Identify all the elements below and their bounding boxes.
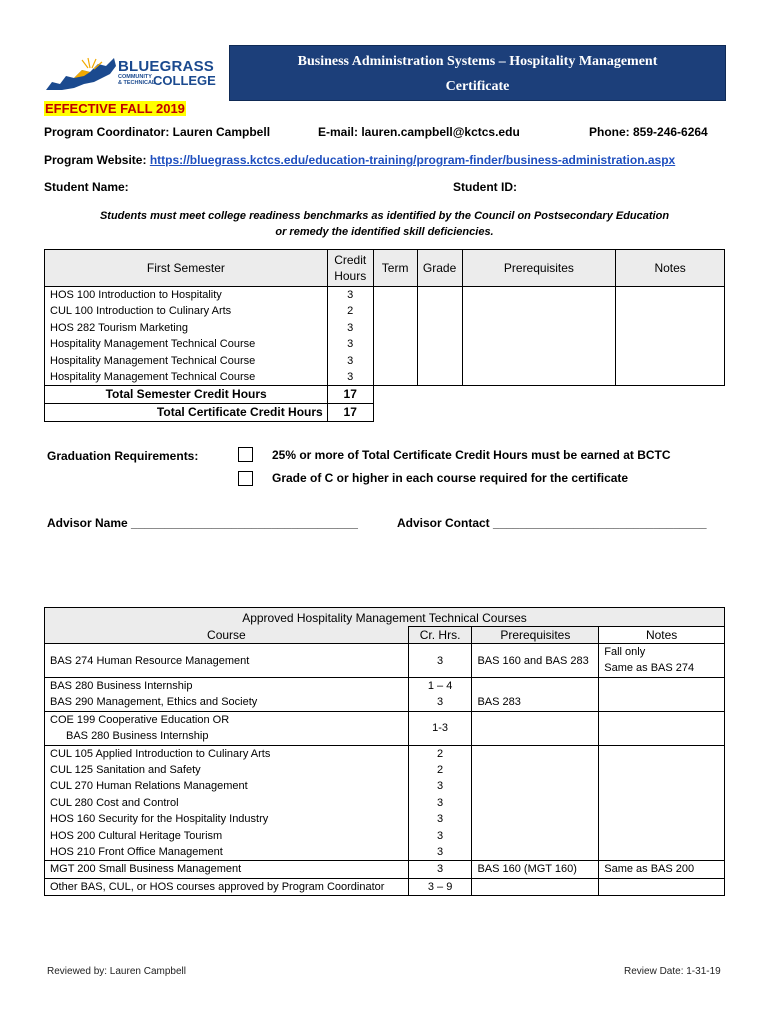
college-logo: [44, 54, 216, 94]
notes-cell: [599, 745, 725, 861]
table-row: [45, 678, 725, 712]
coordinator-phone: Phone: 859-246-6264: [589, 125, 708, 139]
term-cell[interactable]: [373, 287, 417, 386]
list-item: Hospitality Management Technical Course: [50, 370, 256, 383]
hrs-cell: 1 – 4 3: [408, 678, 472, 712]
course-cell: BAS 274 Human Resource Management: [45, 644, 409, 678]
prereq-header: Prerequisites: [472, 627, 599, 644]
list-item: CUL 100 Introduction to Culinary Arts: [50, 305, 232, 318]
table-row: [45, 711, 725, 745]
hrs-cell: 3: [408, 861, 472, 878]
student-id-label: Student ID:: [453, 180, 517, 194]
table-row: [45, 644, 725, 678]
hrs-list-cell: 2 2 3 3 3 3 3: [408, 745, 472, 861]
notes-cell: Fall only Same as BAS 274: [599, 644, 725, 678]
prerequisites-cell: [462, 287, 616, 386]
grade-cell[interactable]: [417, 287, 462, 386]
prereq-cell: BAS 160 and BAS 283: [472, 644, 599, 678]
approved-table-title-row: [45, 608, 725, 627]
website-link[interactable]: https://bluegrass.kctcs.edu/education-training/program-finder/business-administration.aspx: [149, 153, 676, 167]
hours-list-cell: 3 2 3 3 3 3: [327, 287, 373, 386]
notes-cell: [599, 878, 725, 895]
requirement-2-checkbox[interactable]: [238, 471, 253, 486]
program-coordinator: Program Coordinator: Lauren Campbell: [44, 125, 271, 139]
notes-cell: [616, 287, 725, 386]
list-item: HOS 100 Introduction to Hospitality: [50, 289, 222, 301]
first-semester-table: [44, 249, 725, 422]
table-row: [45, 878, 725, 895]
notes-cell: Same as BAS 200: [599, 861, 725, 878]
website-label: Program Website:: [44, 153, 147, 167]
coordinator-email: E-mail: lauren.campbell@kctcs.edu: [318, 125, 520, 139]
notes-header: Notes: [616, 250, 725, 287]
kentucky-map-icon: [44, 54, 118, 94]
program-website: [44, 153, 675, 167]
list-item: Hospitality Management Technical Course: [50, 338, 256, 351]
table-header-row: [45, 250, 725, 287]
program-title: Business Administration Systems – Hospitality Management: [297, 54, 658, 69]
course-cell: COE 199 Cooperative Education OR BAS 280 Business Internship: [45, 711, 409, 745]
list-item: HOS 282 Tourism Marketing: [50, 321, 188, 334]
first-semester-header: First Semester: [45, 250, 328, 287]
total-semester-row: [45, 386, 725, 404]
reviewed-by: Reviewed by: Lauren Campbell: [47, 966, 186, 977]
logo-text-college: COLLEGE: [153, 73, 216, 88]
cr-hrs-header: Cr. Hrs.: [408, 627, 472, 644]
readiness-note: Students must meet college readiness benchmarks as identified by the Council on Postsecondary Education or remedy the identified skill deficiencies.: [99, 210, 670, 238]
table-row: [45, 745, 725, 861]
total-semester-label: Total Semester Credit Hours: [45, 386, 328, 404]
course-header: Course: [45, 627, 409, 644]
notes-cell: [599, 711, 725, 745]
requirement-2-text: Grade of C or higher in each course required for the certificate: [272, 471, 629, 485]
hrs-cell: 3 – 9: [408, 878, 472, 895]
course-list-cell: [45, 287, 328, 386]
advisor-contact-field[interactable]: Advisor Contact ________________________________: [397, 516, 707, 530]
table-row: [45, 287, 725, 386]
list-item: Hospitality Management Technical Course: [50, 354, 256, 367]
prereq-cell: BAS 160 (MGT 160): [472, 861, 599, 878]
effective-date: EFFECTIVE FALL 2019: [45, 101, 185, 116]
advisor-name-field[interactable]: Advisor Name __________________________________: [47, 516, 358, 530]
program-title-box: [229, 45, 726, 101]
term-header: Term: [373, 250, 417, 287]
prerequisites-header: Prerequisites: [462, 250, 616, 287]
prereq-cell: [472, 711, 599, 745]
grade-header: Grade: [417, 250, 462, 287]
requirement-1-text: 25% or more of Total Certificate Credit Hours must be earned at BCTC: [272, 448, 671, 462]
graduation-requirements-label: Graduation Requirements:: [47, 449, 199, 463]
course-cell: Other BAS, CUL, or HOS courses approved by Program Coordinator: [45, 878, 409, 895]
approved-courses-table: [44, 607, 725, 896]
course-cell: MGT 200 Small Business Management: [45, 861, 409, 878]
prereq-cell: [472, 878, 599, 895]
approved-table-title: Approved Hospitality Management Technical Courses: [45, 608, 725, 627]
prereq-cell: [472, 745, 599, 861]
prereq-cell: BAS 283: [472, 678, 599, 712]
total-semester-value: 17: [327, 386, 373, 404]
total-certificate-value: 17: [327, 404, 373, 422]
logo-text-community: COMMUNITY & TECHNICAL: [118, 74, 156, 86]
credit-hours-header: Credit Hours: [327, 250, 373, 287]
hrs-cell: 3: [408, 644, 472, 678]
total-certificate-row: [45, 404, 725, 422]
course-cell: BAS 280 Business Internship BAS 290 Management, Ethics and Society: [45, 678, 409, 712]
logo-text-bluegrass: BLUEGRASS: [118, 58, 214, 75]
review-date: Review Date: 1-31-19: [624, 966, 721, 977]
program-subtitle: Certificate: [445, 79, 510, 94]
total-certificate-label: Total Certificate Credit Hours: [45, 404, 328, 422]
course-list-cell: CUL 105 Applied Introduction to Culinary Arts CUL 125 Sanitation and Safety CUL 270 Human Relations Management CUL 280 Cost and Control HOS 160 Security for the Hospitality Industry HOS 200 Cultural Heritage Tourism HOS 210 Front Office Management: [45, 745, 409, 861]
hrs-cell: 1-3: [408, 711, 472, 745]
student-name-label: Student Name:: [44, 180, 129, 194]
notes-cell: [599, 678, 725, 712]
requirement-1-checkbox[interactable]: [238, 447, 253, 462]
approved-notes-header: Notes: [599, 627, 725, 644]
table-row: [45, 861, 725, 878]
approved-header-row: [45, 627, 725, 644]
